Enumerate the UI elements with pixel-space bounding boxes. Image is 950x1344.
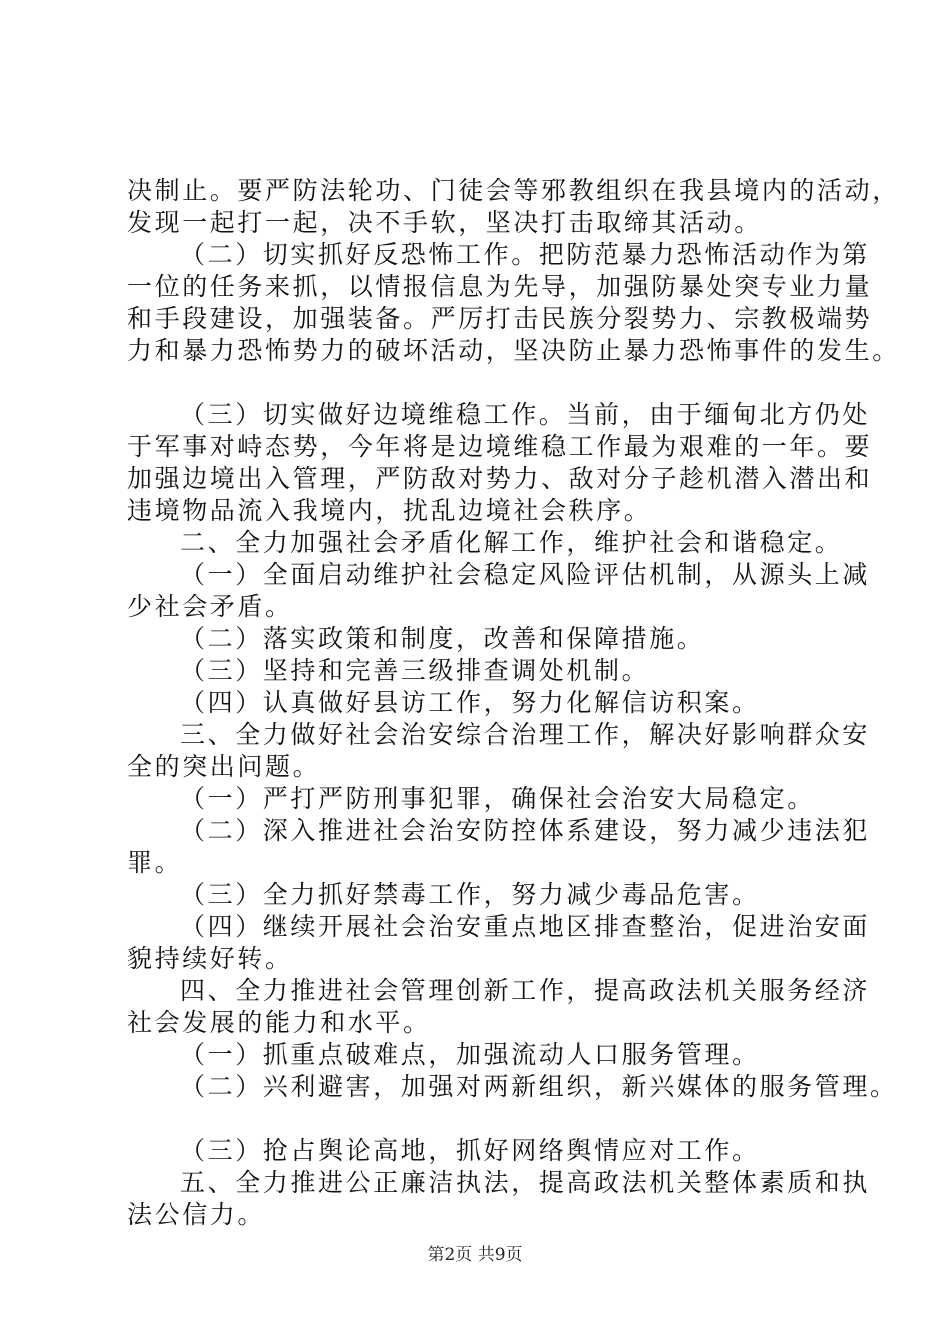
section-heading: 法公信力。 (127, 1200, 266, 1229)
paragraph-line: 和手段建设，加强装备。严厉打击民族分裂势力、宗教极端势 (127, 304, 873, 333)
paragraph-line: （一）抓重点破难点，加强流动人口服务管理。 (180, 1040, 760, 1069)
paragraph-line: 决制止。要严防法轮功、门徒会等邪教组织在我县境内的活动， (127, 176, 900, 205)
paragraph-line: 一位的任务来抓，以情报信息为先导，加强防暴处突专业力量 (127, 272, 873, 301)
paragraph-line: 貌持续好转。 (127, 944, 293, 973)
paragraph-line: 发现一起打一起，决不手软，坚决打击取缔其活动。 (127, 208, 762, 237)
paragraph-line: （三）切实做好边境维稳工作。当前，由于缅甸北方仍处 (180, 400, 871, 429)
paragraph-line: （二）落实政策和制度，改善和保障措施。 (180, 624, 705, 653)
paragraph-line: （三）坚持和完善三级排查调处机制。 (180, 656, 650, 685)
section-heading: 全的突出问题。 (127, 752, 321, 781)
page-number-footer: 第2页 共9页 (427, 1245, 523, 1265)
paragraph-line: （四）继续开展社会治安重点地区排查整治，促进治安面 (180, 912, 871, 941)
paragraph-line: 加强边境出入管理，严防敌对势力、敌对分子趁机潜入潜出和 (127, 464, 873, 493)
paragraph-line: （四）认真做好县访工作，努力化解信访积案。 (180, 688, 760, 717)
section-heading: 四、全力推进社会管理创新工作，提高政法机关服务经济 (180, 976, 871, 1005)
paragraph-line: （一）全面启动维护社会稳定风险评估机制，从源头上减 (180, 560, 871, 589)
paragraph-line: 少社会矛盾。 (127, 592, 293, 621)
paragraph-line: （三）全力抓好禁毒工作，努力减少毒品危害。 (180, 880, 760, 909)
paragraph-line: 罪。 (127, 848, 183, 877)
paragraph-line: 违境物品流入我境内，扰乱边境社会秩序。 (127, 496, 652, 525)
section-heading: 二、全力加强社会矛盾化解工作，维护社会和谐稳定。 (180, 528, 843, 557)
paragraph-line: （三）抢占舆论高地，抓好网络舆情应对工作。 (180, 1136, 760, 1165)
section-heading: 三、全力做好社会治安综合治理工作，解决好影响群众安 (180, 720, 871, 749)
paragraph-line: （二）兴利避害，加强对两新组织，新兴媒体的服务管理。 (180, 1072, 898, 1101)
section-heading: 社会发展的能力和水平。 (127, 1008, 431, 1037)
paragraph-line: （二）深入推进社会治安防控体系建设，努力减少违法犯 (180, 816, 871, 845)
paragraph-line: 于军事对峙态势，今年将是边境维稳工作最为艰难的一年。要 (127, 432, 873, 461)
paragraph-line: 力和暴力恐怖势力的破坏活动，坚决防止暴力恐怖事件的发生。 (127, 336, 900, 365)
section-heading: 五、全力推进公正廉洁执法，提高政法机关整体素质和执 (180, 1168, 871, 1197)
paragraph-line: （一）严打严防刑事犯罪，确保社会治安大局稳定。 (180, 784, 815, 813)
paragraph-line: （二）切实抓好反恐怖工作。把防范暴力恐怖活动作为第 (180, 240, 871, 269)
